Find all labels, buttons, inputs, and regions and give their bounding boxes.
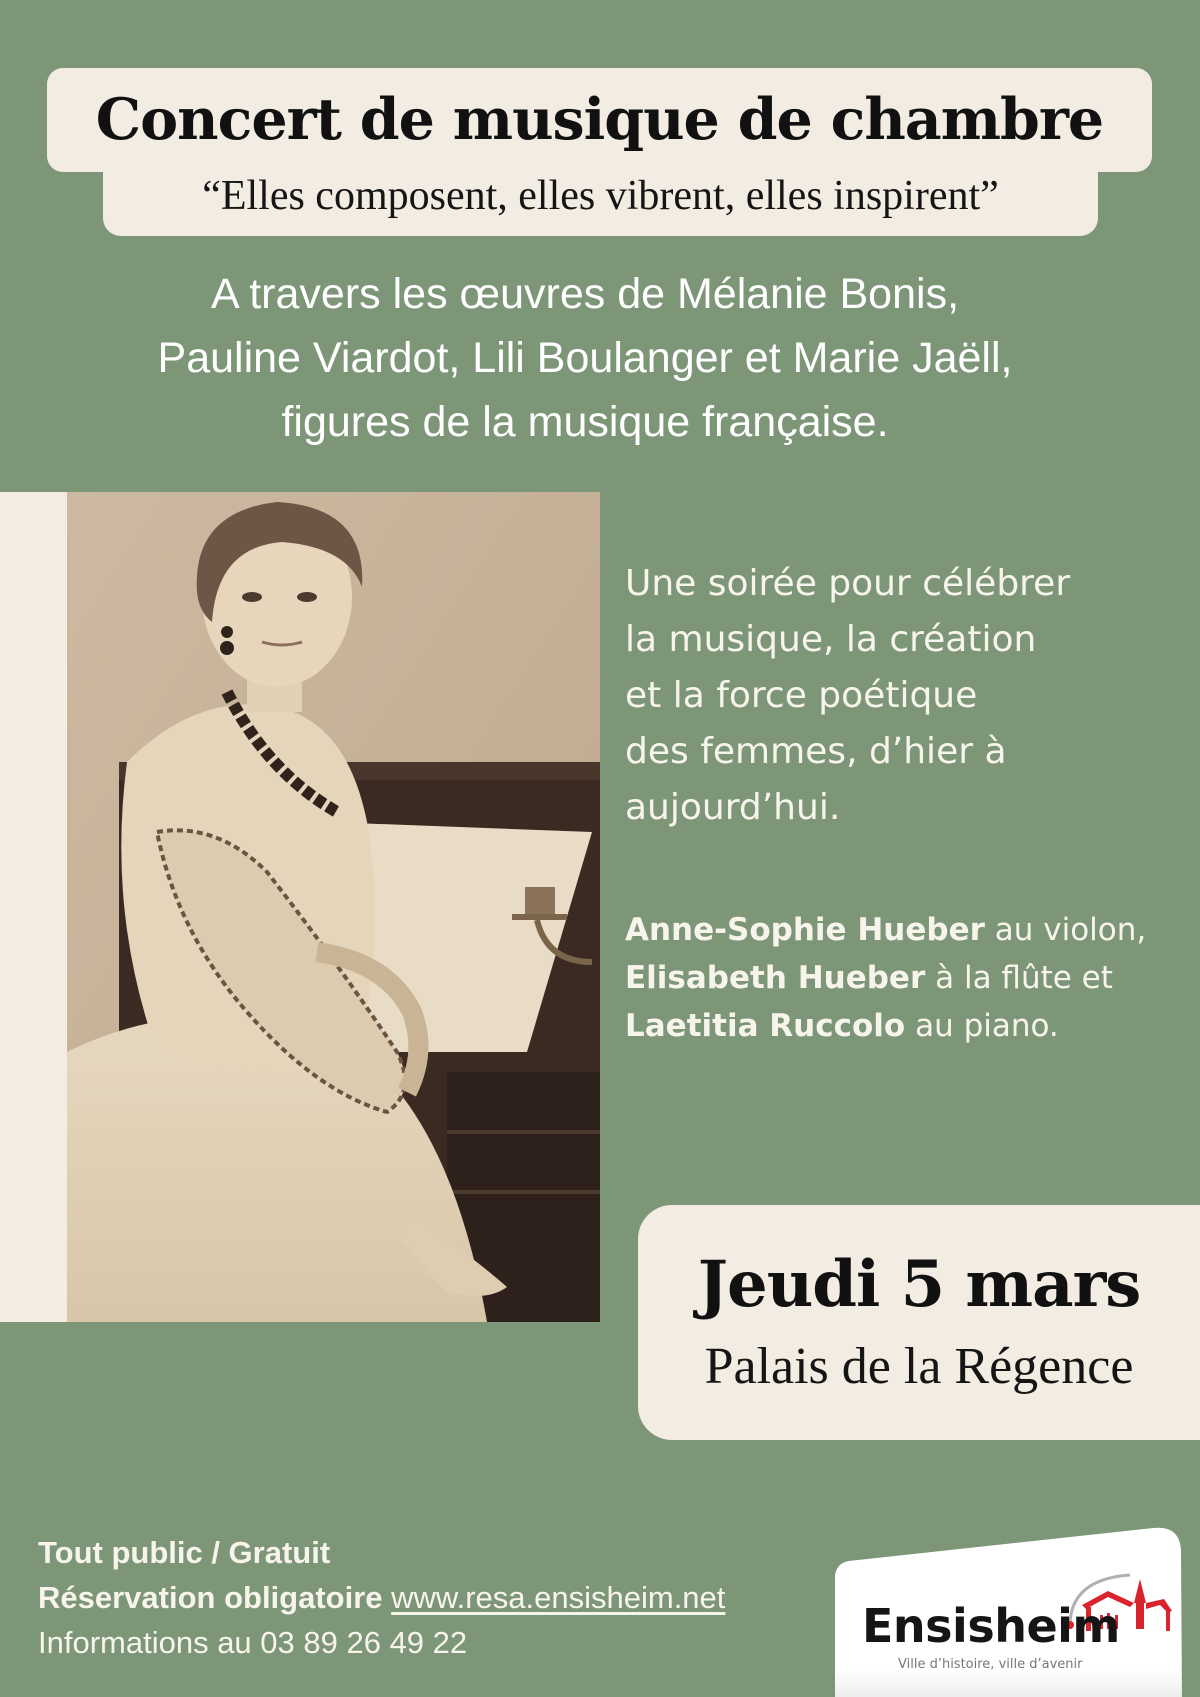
performers-list <box>625 906 1195 1050</box>
portrait-illustration <box>67 492 600 1322</box>
performer-name: Laetitia Ruccolo <box>625 1008 906 1044</box>
reservation-link[interactable]: www.resa.ensisheim.net <box>391 1580 726 1615</box>
performer-name: Anne-Sophie Hueber <box>625 912 985 948</box>
summary-line: des femmes, d’hier à <box>625 731 1007 772</box>
portrait-photo <box>67 492 600 1322</box>
reservation-info <box>38 1575 838 1620</box>
performer-item <box>625 1002 1195 1050</box>
logo-tagline: Ville d’histoire, ville d’avenir <box>898 1657 1083 1672</box>
audience-label: Tout public / Gratuit <box>38 1535 331 1570</box>
summary-line: Une soirée pour célébrer <box>625 563 1071 604</box>
event-venue: Palais de la Régence <box>704 1338 1134 1395</box>
page-subtitle: “Elles composent, elles vibrent, elles inspirent” <box>202 173 999 219</box>
composers-description <box>60 262 1110 454</box>
event-date-card <box>638 1205 1200 1440</box>
photo-accent-strip <box>0 492 68 1322</box>
logo-wordmark: Ensisheim <box>862 1599 1120 1653</box>
summary-line: aujourd’hui. <box>625 787 841 828</box>
audience-info <box>38 1530 838 1575</box>
phone-info: Informations au 03 89 26 49 22 <box>38 1625 468 1660</box>
summary-line: la musique, la création <box>625 619 1037 660</box>
performer-name: Elisabeth Hueber <box>625 960 926 996</box>
performer-role: à la flûte et <box>925 960 1113 996</box>
summary-line: et la force poétique <box>625 675 978 716</box>
practical-info <box>38 1530 838 1665</box>
description-line: Pauline Viardot, Lili Boulanger et Marie Jaëll, <box>157 334 1013 382</box>
event-date: Jeudi 5 mars <box>697 1247 1141 1322</box>
performer-item <box>625 906 1195 954</box>
performer-role: au violon, <box>984 912 1147 948</box>
page-title: Concert de musique de chambre <box>95 86 1104 153</box>
description-line: A travers les œuvres de Mélanie Bonis, <box>210 270 960 318</box>
description-line: figures de la musique française. <box>281 398 889 446</box>
reservation-label: Réservation obligatoire <box>38 1580 383 1615</box>
performer-item <box>625 954 1195 1002</box>
event-summary <box>625 556 1125 836</box>
performer-role: au piano. <box>905 1008 1059 1044</box>
